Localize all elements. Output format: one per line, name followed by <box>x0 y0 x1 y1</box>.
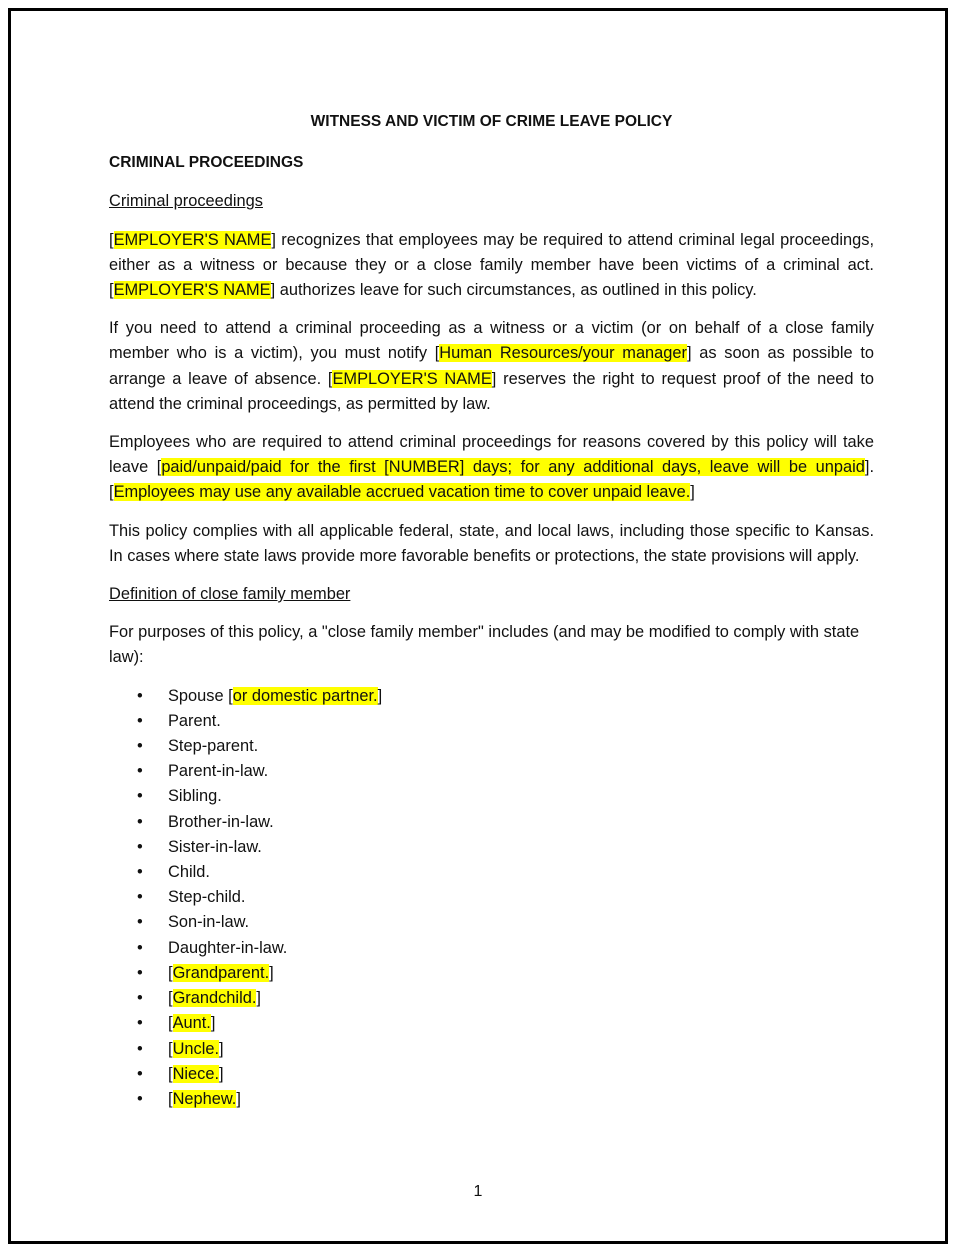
paragraph-1: [EMPLOYER'S NAME] recognizes that employees may be required to attend criminal legal proceedings, either as a witness or because they or a close family member have been victims of a criminal act. [EMPLOYER'S NAME] authorizes leave for such circumstances, as outlined in this policy. <box>109 230 874 300</box>
subheading-criminal-proceedings: Criminal proceedings <box>109 192 263 211</box>
placeholder-employer-name: EMPLOYER'S NAME <box>113 230 272 249</box>
highlighted-option: Grandchild. <box>172 989 257 1008</box>
document-body <box>109 109 874 1112</box>
bullet-icon: • <box>137 863 143 882</box>
list-item: • Sister-in-law. <box>137 835 874 860</box>
bullet-icon: • <box>137 1064 143 1083</box>
bullet-icon: • <box>137 837 143 856</box>
family-member-list <box>109 684 874 1112</box>
list-item: • Brother-in-law. <box>137 810 874 835</box>
bullet-icon: • <box>137 989 143 1008</box>
bullet-icon: • <box>137 686 143 705</box>
bullet-icon: • <box>137 1089 143 1108</box>
list-item: • [Grandchild.] <box>137 986 874 1011</box>
list-item: • Step-parent. <box>137 734 874 759</box>
list-item: • [Nephew.] <box>137 1087 874 1112</box>
bullet-icon: • <box>137 711 143 730</box>
page-number: 1 <box>473 1183 483 1200</box>
list-item: • [Niece.] <box>137 1062 874 1087</box>
list-item: • Child. <box>137 860 874 885</box>
bullet-icon: • <box>137 913 143 932</box>
bullet-icon: • <box>137 938 143 957</box>
paragraph-4: This policy complies with all applicable federal, state, and local laws, including those specific to Kansas. In cases where state laws provide more favorable benefits or protections, the state provisions will apply. <box>109 521 874 565</box>
bullet-icon: • <box>137 762 143 781</box>
highlighted-option: Uncle. <box>172 1039 220 1058</box>
list-item: • Parent-in-law. <box>137 759 874 784</box>
placeholder-pay-terms: paid/unpaid/paid for the first [NUMBER] days; for any additional days, leave will be unpaid <box>161 458 865 477</box>
placeholder-contact: Human Resources/your manager <box>439 344 687 363</box>
list-item: • Daughter-in-law. <box>137 936 874 961</box>
placeholder-vacation-note: Employees may use any available accrued vacation time to cover unpaid leave. <box>113 483 691 502</box>
document-page <box>8 8 948 1244</box>
highlighted-option: Niece. <box>172 1064 220 1083</box>
list-item: • Son-in-law. <box>137 910 874 935</box>
placeholder-employer-name: EMPLOYER'S NAME <box>113 281 271 300</box>
subheading-definition: Definition of close family member <box>109 585 351 604</box>
list-item: • Sibling. <box>137 784 874 809</box>
list-item: • [Grandparent.] <box>137 961 874 986</box>
document-title: WITNESS AND VICTIM OF CRIME LEAVE POLICY <box>310 113 673 130</box>
placeholder-employer-name: EMPLOYER'S NAME <box>332 369 492 388</box>
bullet-icon: • <box>137 1039 143 1058</box>
bullet-icon: • <box>137 963 143 982</box>
list-item: • [Uncle.] <box>137 1037 874 1062</box>
list-item: • [Aunt.] <box>137 1011 874 1036</box>
list-item: • Spouse [or domestic partner.] <box>137 684 874 709</box>
bullet-icon: • <box>137 737 143 756</box>
highlighted-option: Aunt. <box>172 1014 211 1033</box>
highlighted-option: Grandparent. <box>172 963 270 982</box>
list-item: • Parent. <box>137 709 874 734</box>
highlighted-option: Nephew. <box>172 1089 237 1108</box>
bullet-icon: • <box>137 812 143 831</box>
list-item: • Step-child. <box>137 885 874 910</box>
highlighted-option: or domestic partner. <box>232 686 378 705</box>
bullet-icon: • <box>137 1014 143 1033</box>
section-heading: CRIMINAL PROCEEDINGS <box>109 154 304 172</box>
paragraph-5: For purposes of this policy, a "close family member" includes (and may be modified to comply with state law): <box>109 623 860 667</box>
bullet-icon: • <box>137 787 143 806</box>
paragraph-3: Employees who are required to attend criminal proceedings for reasons covered by this policy will take leave [paid/unpaid/paid for the first [NUMBER] days; for any additional days, leave will be unpaid]. [Employees may use any available accrued vacation time to cover unpaid leave.] <box>109 433 874 502</box>
paragraph-2: If you need to attend a criminal proceeding as a witness or a victim (or on behalf of a close family member who is a victim), you must notify [Human Resources/your manager] as soon as possible to arrange a leave of absence. [EMPLOYER'S NAME] reserves the right to request proof of the need to attend the criminal proceedings, as permitted by law. <box>109 319 874 413</box>
bullet-icon: • <box>137 888 143 907</box>
